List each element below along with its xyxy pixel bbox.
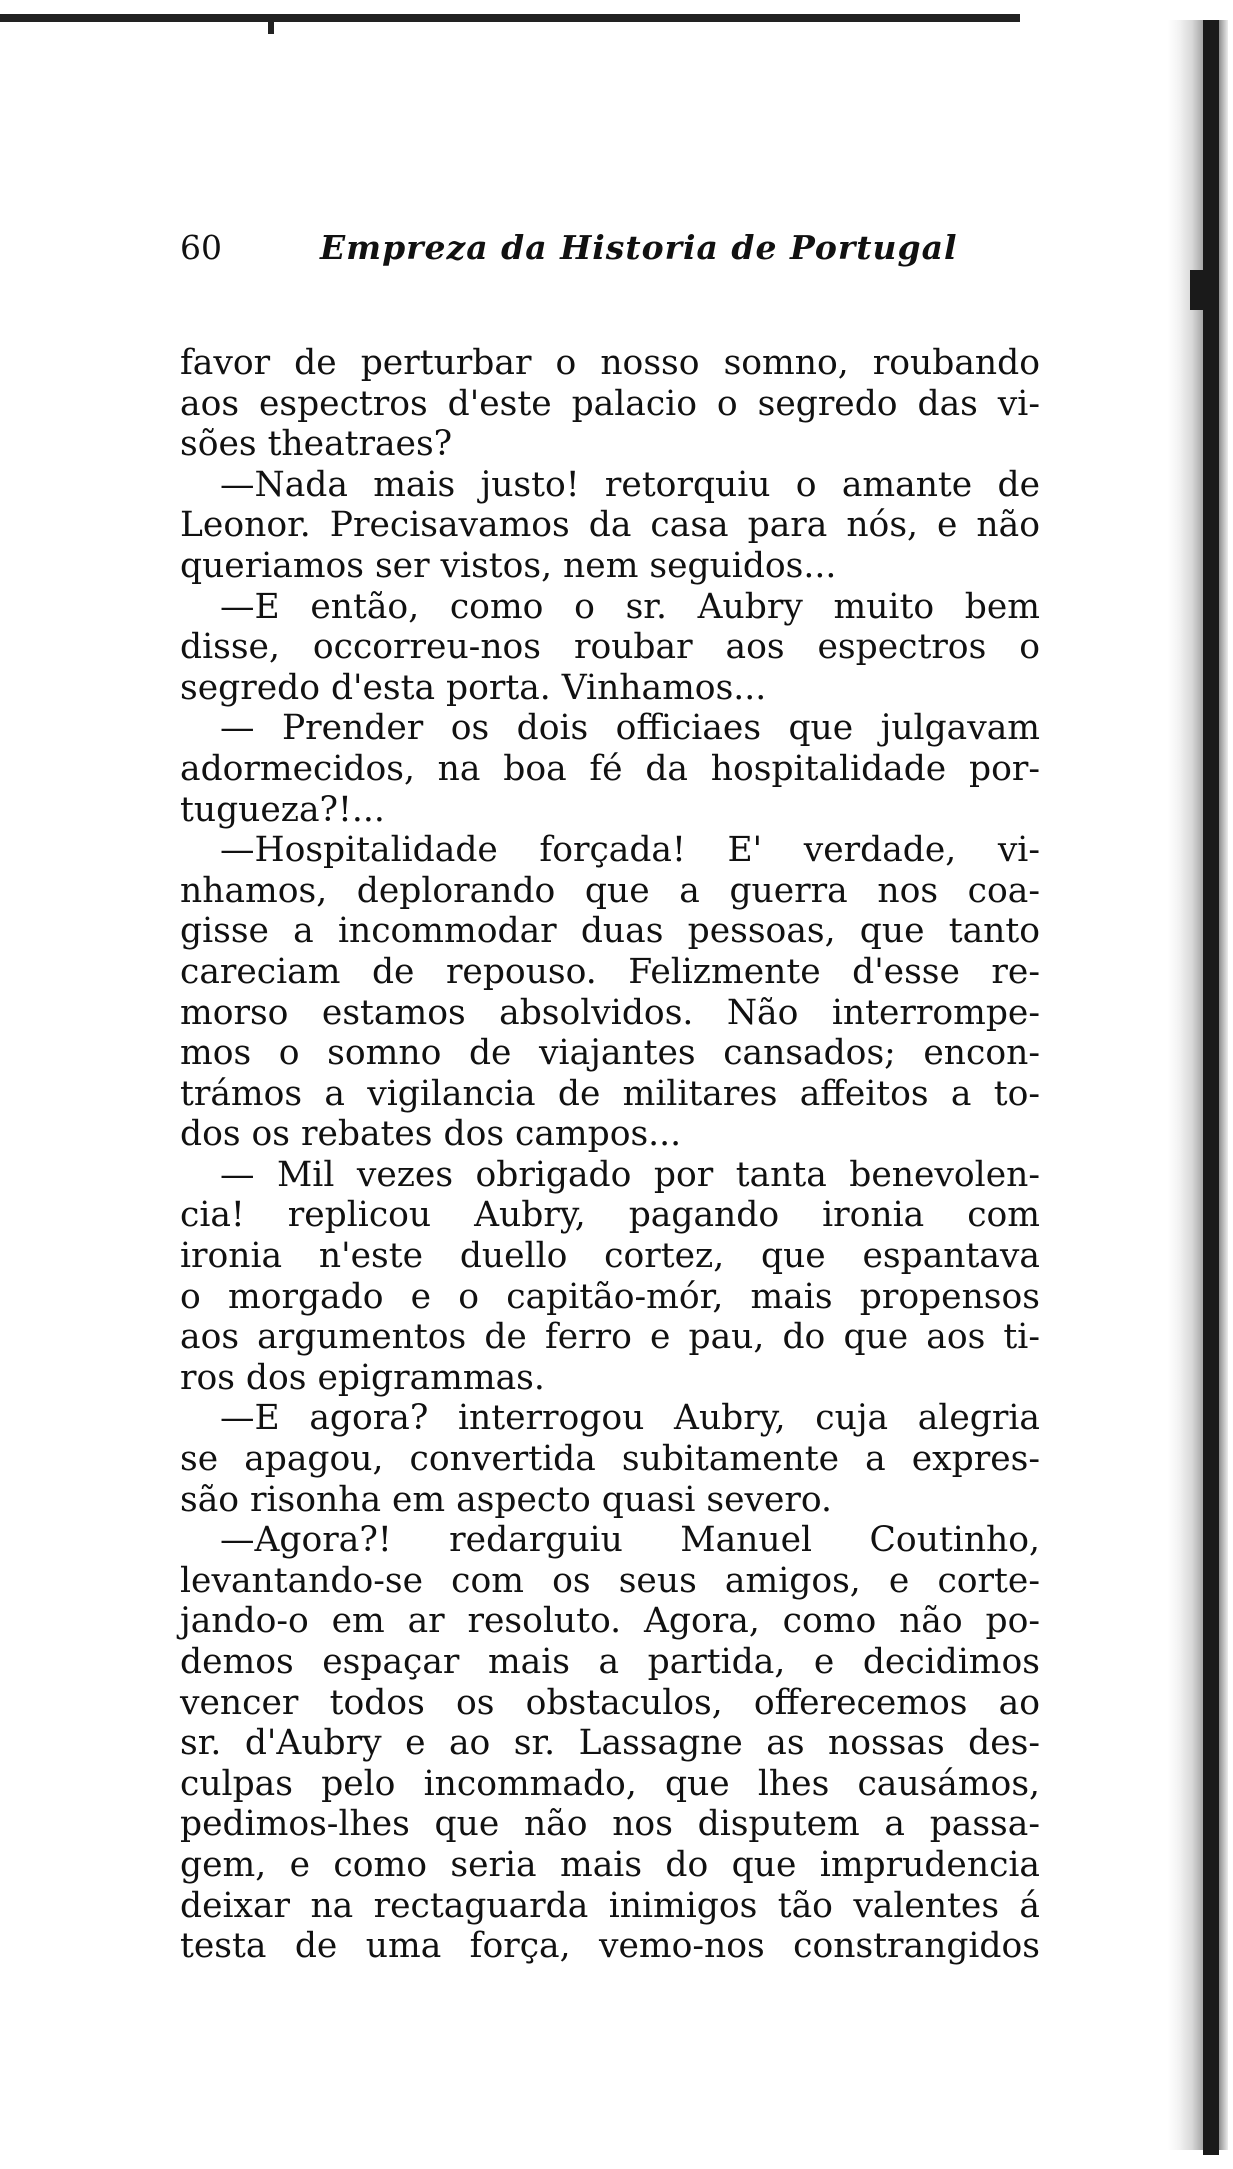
text-line: vencer todos os obstaculos, offerecemos ao <box>180 1682 1040 1723</box>
text-line: — Mil vezes obrigado por tanta benevolen- <box>220 1154 1040 1195</box>
text-line: cia! replicou Aubry, pagando ironia com <box>180 1195 1040 1236</box>
text-line: —E então, como o sr. Aubry muito bem <box>220 586 1040 627</box>
text-line: —Nada mais justo! retorquiu o amante de <box>220 464 1040 505</box>
text-line: nhamos, deplorando que a guerra nos coa- <box>180 870 1040 911</box>
body-text <box>180 343 1040 1967</box>
page-edge-shadow <box>1168 20 1228 2150</box>
text-line: ros dos epigrammas. <box>180 1357 545 1398</box>
text-line: sr. d'Aubry e ao sr. Lassagne as nossas des- <box>180 1723 1040 1764</box>
text-line: são risonha em aspecto quasi severo. <box>180 1479 833 1520</box>
text-line: careciam de repouso. Felizmente d'esse re- <box>180 951 1040 992</box>
text-line: favor de perturbar o nosso somno, roubando <box>180 343 1040 383</box>
text-line: demos espaçar mais a partida, e decidimos <box>180 1642 1040 1682</box>
page-number: 60 <box>180 228 222 267</box>
text-line: tugueza?!... <box>180 789 385 830</box>
text-line: levantando-se com os seus amigos, e corte- <box>180 1560 1040 1601</box>
page-edge-line <box>1203 20 1219 2155</box>
text-line: gem, e como seria mais do que imprudencia <box>180 1844 1040 1885</box>
text-line: ironia n'este duello cortez, que espantava <box>180 1236 1040 1277</box>
text-line: —Hospitalidade forçada! E' verdade, vi- <box>220 830 1040 871</box>
page-edge-notch <box>1190 270 1206 310</box>
text-line: o morgado e o capitão-mór, mais propensos <box>180 1276 1040 1317</box>
text-line: testa de uma força, vemo-nos constrangidos <box>180 1926 1040 1967</box>
text-line: aos argumentos de ferro e pau, do que aos ti- <box>180 1317 1040 1358</box>
text-line: aos espectros d'este palacio o segredo das vi- <box>180 383 1040 424</box>
top-edge-mark <box>268 22 274 34</box>
text-line: gisse a incommodar duas pessoas, que tanto <box>180 911 1040 952</box>
text-line: dos os rebates dos campos... <box>180 1114 682 1155</box>
text-line: sões theatraes? <box>180 424 453 465</box>
top-edge-rule <box>0 14 1020 22</box>
text-line: trámos a vigilancia de militares affeitos a to- <box>180 1073 1040 1114</box>
text-line: — Prender os dois officiaes que julgavam <box>220 708 1040 749</box>
text-line: mos o somno de viajantes cansados; encon- <box>180 1033 1040 1074</box>
text-line: Leonor. Precisavamos da casa para nós, e não <box>180 505 1040 546</box>
text-line: jando-o em ar resoluto. Agora, como não po- <box>180 1601 1040 1642</box>
text-line: pedimos-lhes que não nos disputem a passa- <box>180 1804 1040 1845</box>
text-line: queriamos ser vistos, nem seguidos... <box>180 545 837 586</box>
text-line: morso estamos absolvidos. Não interrompe- <box>180 992 1040 1033</box>
text-line: —E agora? interrogou Aubry, cuja alegria <box>220 1398 1040 1439</box>
text-line: se apagou, convertida subitamente a expres- <box>180 1439 1040 1480</box>
text-line: disse, occorreu-nos roubar aos espectros o <box>180 627 1040 668</box>
running-head-title: Empreza da Historia de Portugal <box>320 228 958 267</box>
text-line: culpas pelo incommado, que lhes causámos, <box>180 1763 1040 1804</box>
text-line: segredo d'esta porta. Vinhamos... <box>180 667 767 708</box>
text-line: deixar na rectaguarda inimigos tão valentes á <box>180 1885 1040 1926</box>
text-line: —Agora?! redarguiu Manuel Coutinho, <box>220 1520 1040 1561</box>
text-line: adormecidos, na boa fé da hospitalidade por- <box>180 748 1040 789</box>
running-head <box>180 225 1080 271</box>
